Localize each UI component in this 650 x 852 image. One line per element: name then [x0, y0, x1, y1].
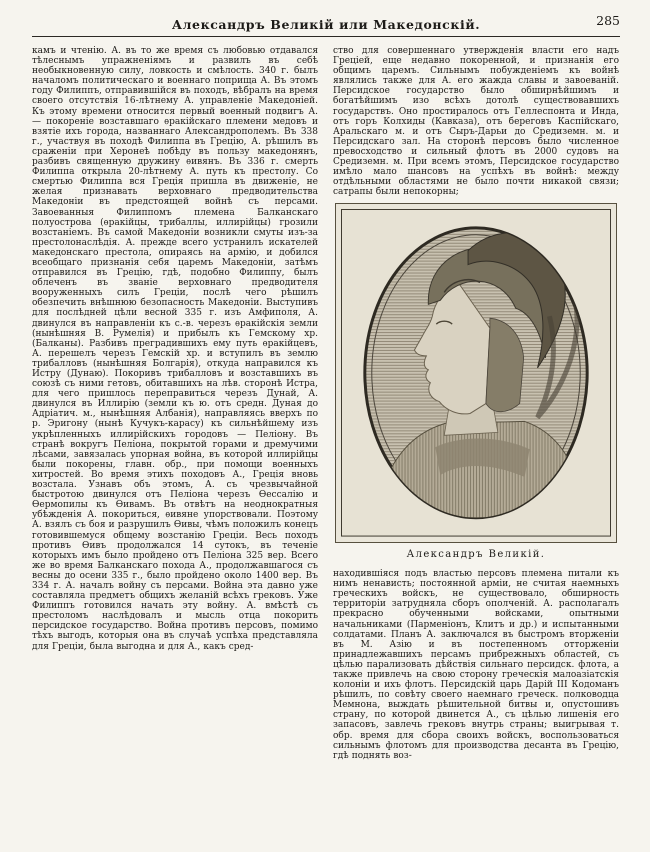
page-header-title: Александръ Великій или Македонскій.	[171, 17, 481, 32]
left-column-text: камъ и чтенію. А. въ то же время съ любовью отдавался тѣлеснымъ упражненіямъ и развилъ въ себѣ необыкновенную силу, ловкость и смѣлость. 340 г. былъ началомъ политическаго и военнаго поприща А. Въ этомъ году Филиппъ, отправившійся въ походъ, вѣбралъ на время своего отсутствія 16-лѣтнему А. управленіе Македоніей. Къ этому времени относится первый военный подвигъ А. — покореніе возставшаго ѳракійскаго племени медовъ и взятіе ихъ города, названнаго Александрополемъ. Въ 338 г., участвуя въ походѣ Филиппа въ Грецію, А. рѣшилъ въ сраженіи при Херонеѣ побѣду въ пользу македонянъ, разбивъ священную дружину ѳивянъ. Въ 336 г. смерть Филиппа открыла 20-лѣтнему А. путь къ престолу. Со смертью Филиппа вся Греція пришла въ движеніе, не желая признавать верховнаго предводительства Македоніи въ предстоящей войнѣ съ персами. Завоеванныя Филиппомъ племена Балканскаго полуострова (ѳракійцы, трибаллы, иллирійцы) грозили возстаніемъ. Въ самой Македоніи возникли смуты изъ-за престолонаслѣдія. А. прежде всего устранилъ искателей македонскаго престола, опираясь на армію, и добился всеобщаго признанія себя царемъ Македоніи, затѣмъ отправился въ Грецію, гдѣ, подобно Филиппу, былъ облеченъ въ званіе верховнаго предводителя вооруженныхъ силъ Греціи, послѣ чего рѣшилъ обезпечить внѣшнюю безопасность Македоніи. Выступивъ для послѣдней цѣли весной 335 г. изъ Амфиполя, А. двинулся въ направленіи къ с.-в. черезъ ѳракійскія земли (нынѣшняя В. Румелія) и прибылъ къ Гемскому хр. (Балканы). Разбивъ преградившихъ ему путь ѳракійцевъ, А. перешелъ черезъ Гемскій хр. и вступилъ въ землю трибалловъ (нынѣшняя Болгарія), откуда направился къ Истру (Дунаю). Покоривъ трибалловъ и возставшихъ въ союзѣ съ ними гетовъ, обитавшихъ на лѣв. сторонѣ Истра, для чего пришлось переправиться черезъ Дунай, А. двинулся въ Иллирію (земли къ ю. отъ средн. Дуная до Адріатич. м., нынѣшняя Албанія), направляясь вверхъ по р. Эригону (нынѣ Кучукъ-карасу) къ сильнѣйшему изъ укрѣпленныхъ иллирійскихъ городовъ — Пеліону. Въ странѣ вокругъ Пеліона, покрытой горами и дремучими лѣсами, завязалась упорная война, въ которой иллирійцы были покорены, главн. обр., при помощи военныхъ хитростей. Во время этихъ походовъ А., Греція вновь возстала. Узнавъ объ этомъ, А. съ чрезвычайной быстротою двинулся отъ Пеліона черезъ Ѳессалію и Ѳермопилы къ Ѳивамъ. Въ отвѣтъ на неоднократныя убѣжденія А. покориться, ѳивяне упорствовали. Поэтому А. взялъ съ боя и разрушилъ Ѳивы, чѣмъ положилъ конецъ готовившемуся общему возстанію Греціи. Весь походъ противъ Ѳивъ продолжался 14 сутокъ, въ теченіе которыхъ имъ было пройдено отъ Пеліона 325 вер. Всего же во время Балканскаго похода А., продолжавшагося съ весны до осени 335 г., было пройдено около 1400 вер. Въ 334 г. А. началъ войну съ персами. Война эта давно уже составляла предметъ общихъ желаній всѣхъ грековъ. Уже Филиппъ готовился начать эту войну. А. вмѣстѣ съ престоломъ наслѣдовалъ и мысль отца покорить персидское государство. Война противъ персовъ, помимо тѣхъ выгодъ, которыя она въ случаѣ успѣха представляла для Греціи, была выгодна и для А., какъ сред-	[32, 46, 318, 652]
alexander-medallion-engraving	[335, 203, 617, 543]
left-column	[32, 46, 318, 761]
right-column	[333, 46, 619, 761]
right-column-bottom-text: находившіяся подъ властью персовъ племена питали къ нимъ ненависть; постоянной арміи, не считая наемныхъ греческихъ войскъ, не существовало, обширность территоріи затрудняла сборъ ополченій. А. располагалъ прекрасно обученными войсками, опытными начальниками (Парменіонъ, Клитъ и др.) и испытанными солдатами. Планъ А. заключался въ быстромъ вторженіи въ М. Азію и въ постепенномъ отторженіи принадлежавшихъ персамъ прибрежныхъ областей, съ цѣлью парализовать дѣйствія сильнаго персидск. флота, а также привлечь на свою сторону греческія малоазіатскія колоніи и ихъ флотъ. Персидскій царь Дарій III Кодоманъ рѣшилъ, по совѣту своего наемнаго греческ. полководца Мемнона, выждать рѣшительной битвы и, опустошивъ страну, по которой двинется А., съ цѣлью лишенія его запасовъ, завлечь грековъ внутрь страны; выигрывая т. обр. время для сбора своихъ войскъ, воспользоваться сильнымъ флотомъ для производства десанта въ Грецію, гдѣ поднять воз-	[333, 569, 619, 761]
alexander-portrait-figure	[335, 203, 617, 560]
figure-caption: Александръ Великій.	[406, 548, 546, 560]
engraving-artwork-icon	[341, 209, 611, 537]
page-header	[32, 14, 620, 37]
right-column-top-text: ство для совершеннаго утвержденія власти его надъ Греціей, еще недавно покоренной, и признанія его общимъ царемъ. Сильнымъ побужденіемъ къ войнѣ являлись также для А. его жажда славы и завоеваній. Персидское государство было обширнѣйшимъ и богатѣйшимъ изо всѣхъ дотолѣ существовавшихъ государствъ. Оно простиралось отъ Геллеспонта и Инда, отъ горъ Колхиды (Кавказа), отъ береговъ Каспійскаго, Аральскаго м. и отъ Сыръ-Дарьи до Средиземн. м. и Персидскаго зал. На сторонѣ персовъ было численное превосходство и сильный флотъ въ 2000 судовъ на Средиземн. м. При всемъ этомъ, Персидское государство имѣло мало шансовъ на успѣхъ въ войнѣ: между отдѣльными областями не было почти никакой связи; сатрапы были непокорны;	[333, 46, 619, 198]
page-number: 285	[596, 13, 620, 28]
text-columns	[32, 46, 620, 761]
